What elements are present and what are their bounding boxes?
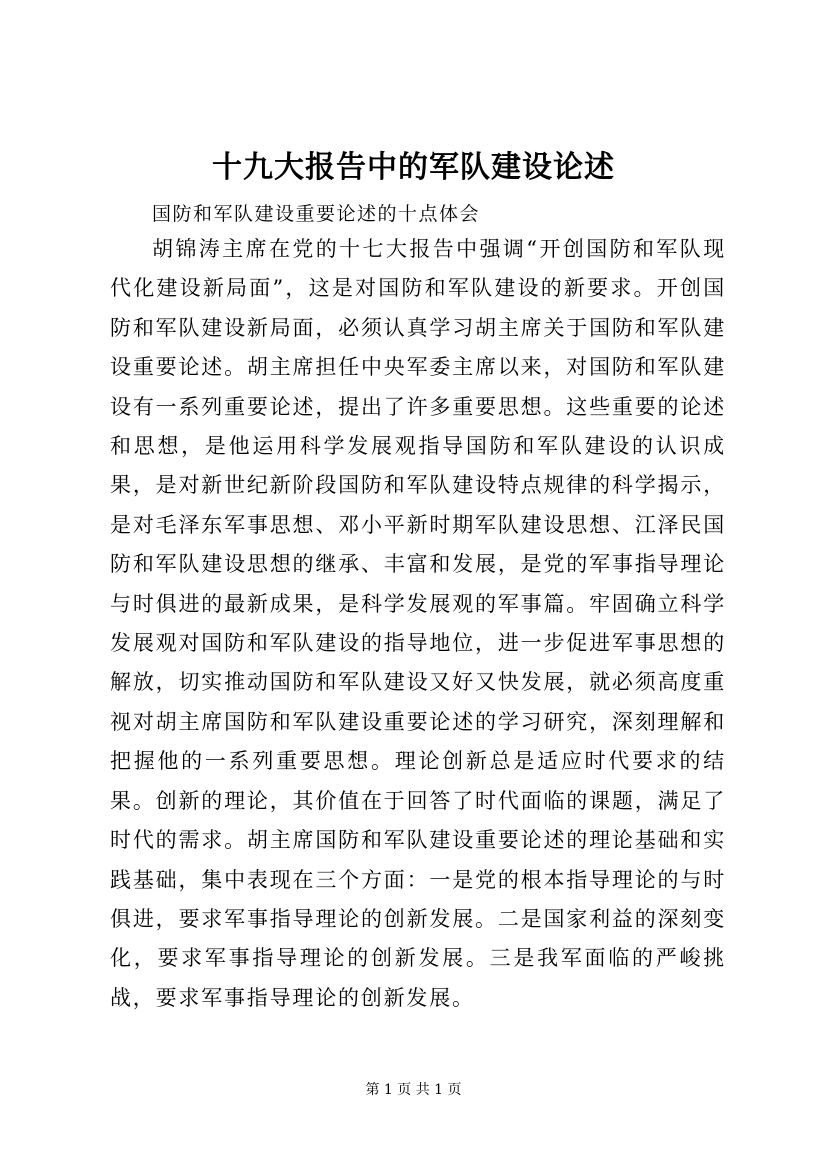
page-footer: 第 1 页 共 1 页 — [365, 1082, 462, 1098]
document-subtitle: 国防和军队建设重要论述的十点体会 — [152, 203, 481, 225]
body-paragraph: 胡锦涛主席在党的十七大报告中强调“开创国防和军队现代化建设新局面”，这是对国防和军队建设的新要求。开创国防和军队建设新局面，必须认真学习胡主席关于国防和军队建设重要论述。胡主席担任中央军委主席以来，对国防和军队建设有一系列重要论述，提出了许多重要思想。这些重要的论述和思想，是他运用科学发展观指导国防和军队建设的认识成果，是对新世纪新阶段国防和军队建设特点规律的科学揭示，是对毛泽东军事思想、邓小平新时期军队建设思想、江泽民国防和军队建设思想的继承、丰富和发展，是党的军事指导理论与时俱进的最新成果，是科学发展观的军事篇。牢固确立科学发展观对国防和军队建设的指导地位，进一步促进军事思想的解放，切实推动国防和军队建设又好又快发展，就必须高度重视对胡主席国防和军队建设重要论述的学习研究，深刻理解和把握他的一系列重要思想。理论创新总是适应时代要求的结果。创新的理论，其价值在于回答了时代面临的课题，满足了时代的需求。胡主席国防和军队建设重要论述的理论基础和实践基础，集中表现在三个方面：一是党的根本指导理论的与时俱进，要求军事指导理论的创新发展。二是国家利益的深刻变化，要求军事指导理论的创新发展。三是我军面临的严峻挑战，要求军事指导理论的创新发展。 — [110, 237, 726, 1010]
document-title: 十九大报告中的军队建设论述 — [212, 150, 615, 185]
